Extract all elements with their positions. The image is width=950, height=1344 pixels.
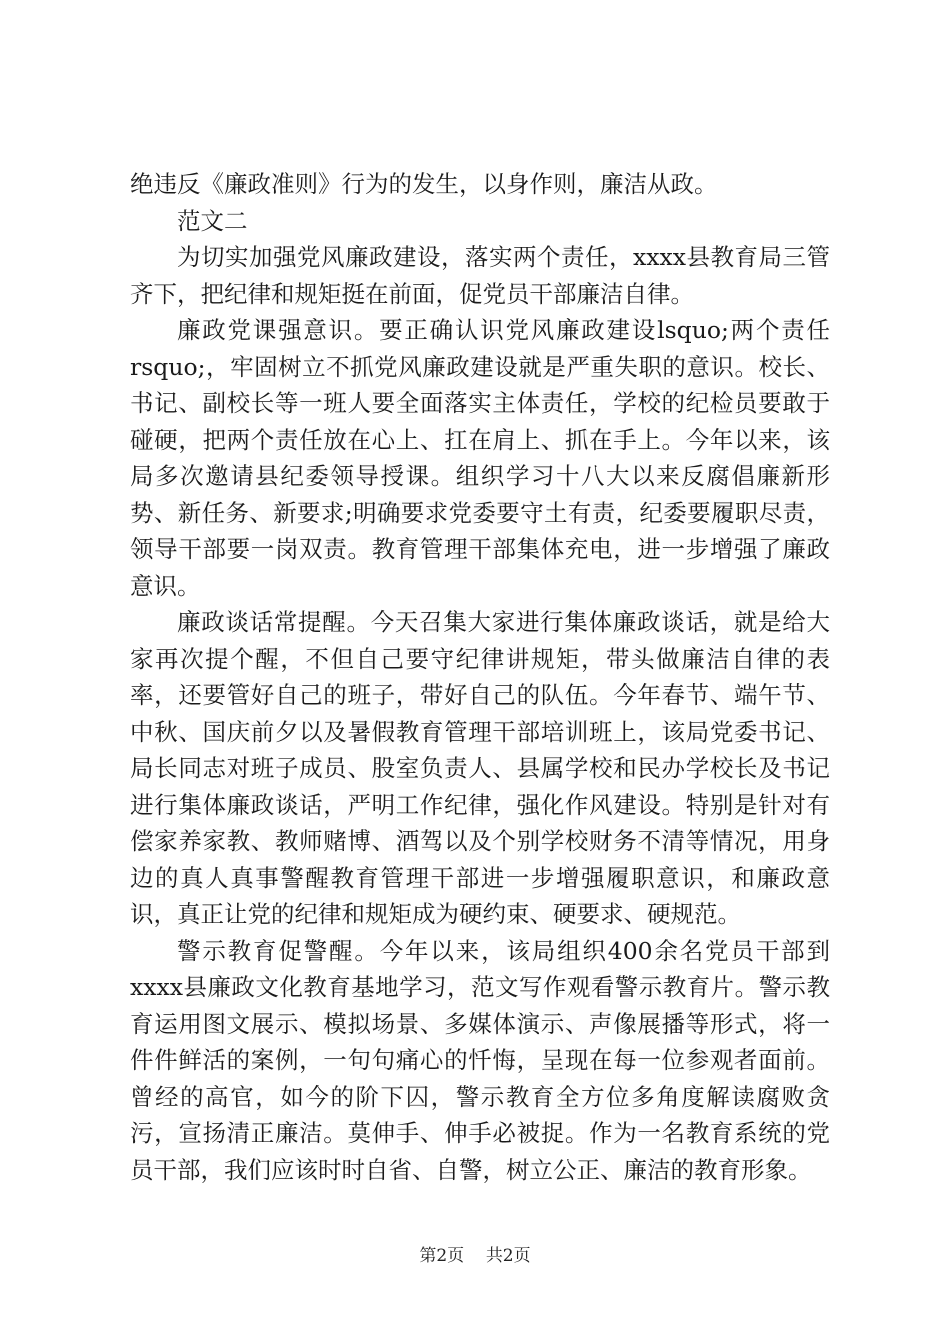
footer-spacer bbox=[470, 1246, 481, 1266]
section-heading: 范文二 bbox=[177, 206, 248, 235]
paragraph-integrity-talk: 廉政谈话常提醒。今天召集大家进行集体廉政谈话，就是给大家再次提个醒，不但自己要守纪律讲规矩，带头做廉洁自律的表率，还要管好自己的班子，带好自己的队伍。今年春节、端午节、中秋、国庆前夕以及暑假教育管理干部培训班上，该局党委书记、局长同志对班子成员、股室负责人、县属学校和民办学校长及书记进行集体廉政谈话，严明工作纪律，强化作风建设。特别是针对有偿家养家教、教师赌博、酒驾以及个别学校财务不清等情况，用身边的真人真事警醒教育管理干部进一步增强履职意识，和廉政意识，真正让党的纪律和规矩成为硬约束、硬要求、硬规范。 bbox=[130, 608, 830, 928]
page-footer bbox=[0, 1245, 950, 1267]
paragraph-party-lesson: 廉政党课强意识。要正确认识党风廉政建设lsquo;两个责任rsquo;，牢固树立不抓党风廉政建设就是严重失职的意识。校长、书记、副校长等一班人要全面落实主体责任，学校的纪检员要敢于碰硬，把两个责任放在心上、扛在肩上、抓在手上。今年以来，该局多次邀请县纪委领导授课。组织学习十八大以来反腐倡廉新形势、新任务、新要求;明确要求党委要守土有责，纪委要履职尽责，领导干部要一岗双责。教育管理干部集体充电，进一步增强了廉政意识。 bbox=[130, 316, 830, 600]
document-body bbox=[130, 166, 830, 1188]
total-pages: 共2页 bbox=[485, 1246, 531, 1266]
page-number: 第2页 bbox=[419, 1246, 465, 1266]
paragraph-continued: 绝违反《廉政准则》行为的发生，以身作则，廉洁从政。 bbox=[130, 170, 718, 198]
paragraph-warning-education: 警示教育促警醒。今年以来，该局组织400余名党员干部到xxxx县廉政文化教育基地学习，范文写作观看警示教育片。警示教育运用图文展示、模拟场景、多媒体演示、声像展播等形式，将一件件鲜活的案例，一句句痛心的忏悔，呈现在每一位参观者面前。曾经的高官，如今的阶下囚，警示教育全方位多角度解读腐败贪污，宣扬清正廉洁。莫伸手、伸手必被捉。作为一名教育系统的党员干部，我们应该时时自省、自警，树立公正、廉洁的教育形象。 bbox=[130, 936, 830, 1184]
paragraph-intro: 为切实加强党风廉政建设，落实两个责任，xxxx县教育局三管齐下，把纪律和规矩挺在前面，促党员干部廉洁自律。 bbox=[130, 243, 830, 308]
